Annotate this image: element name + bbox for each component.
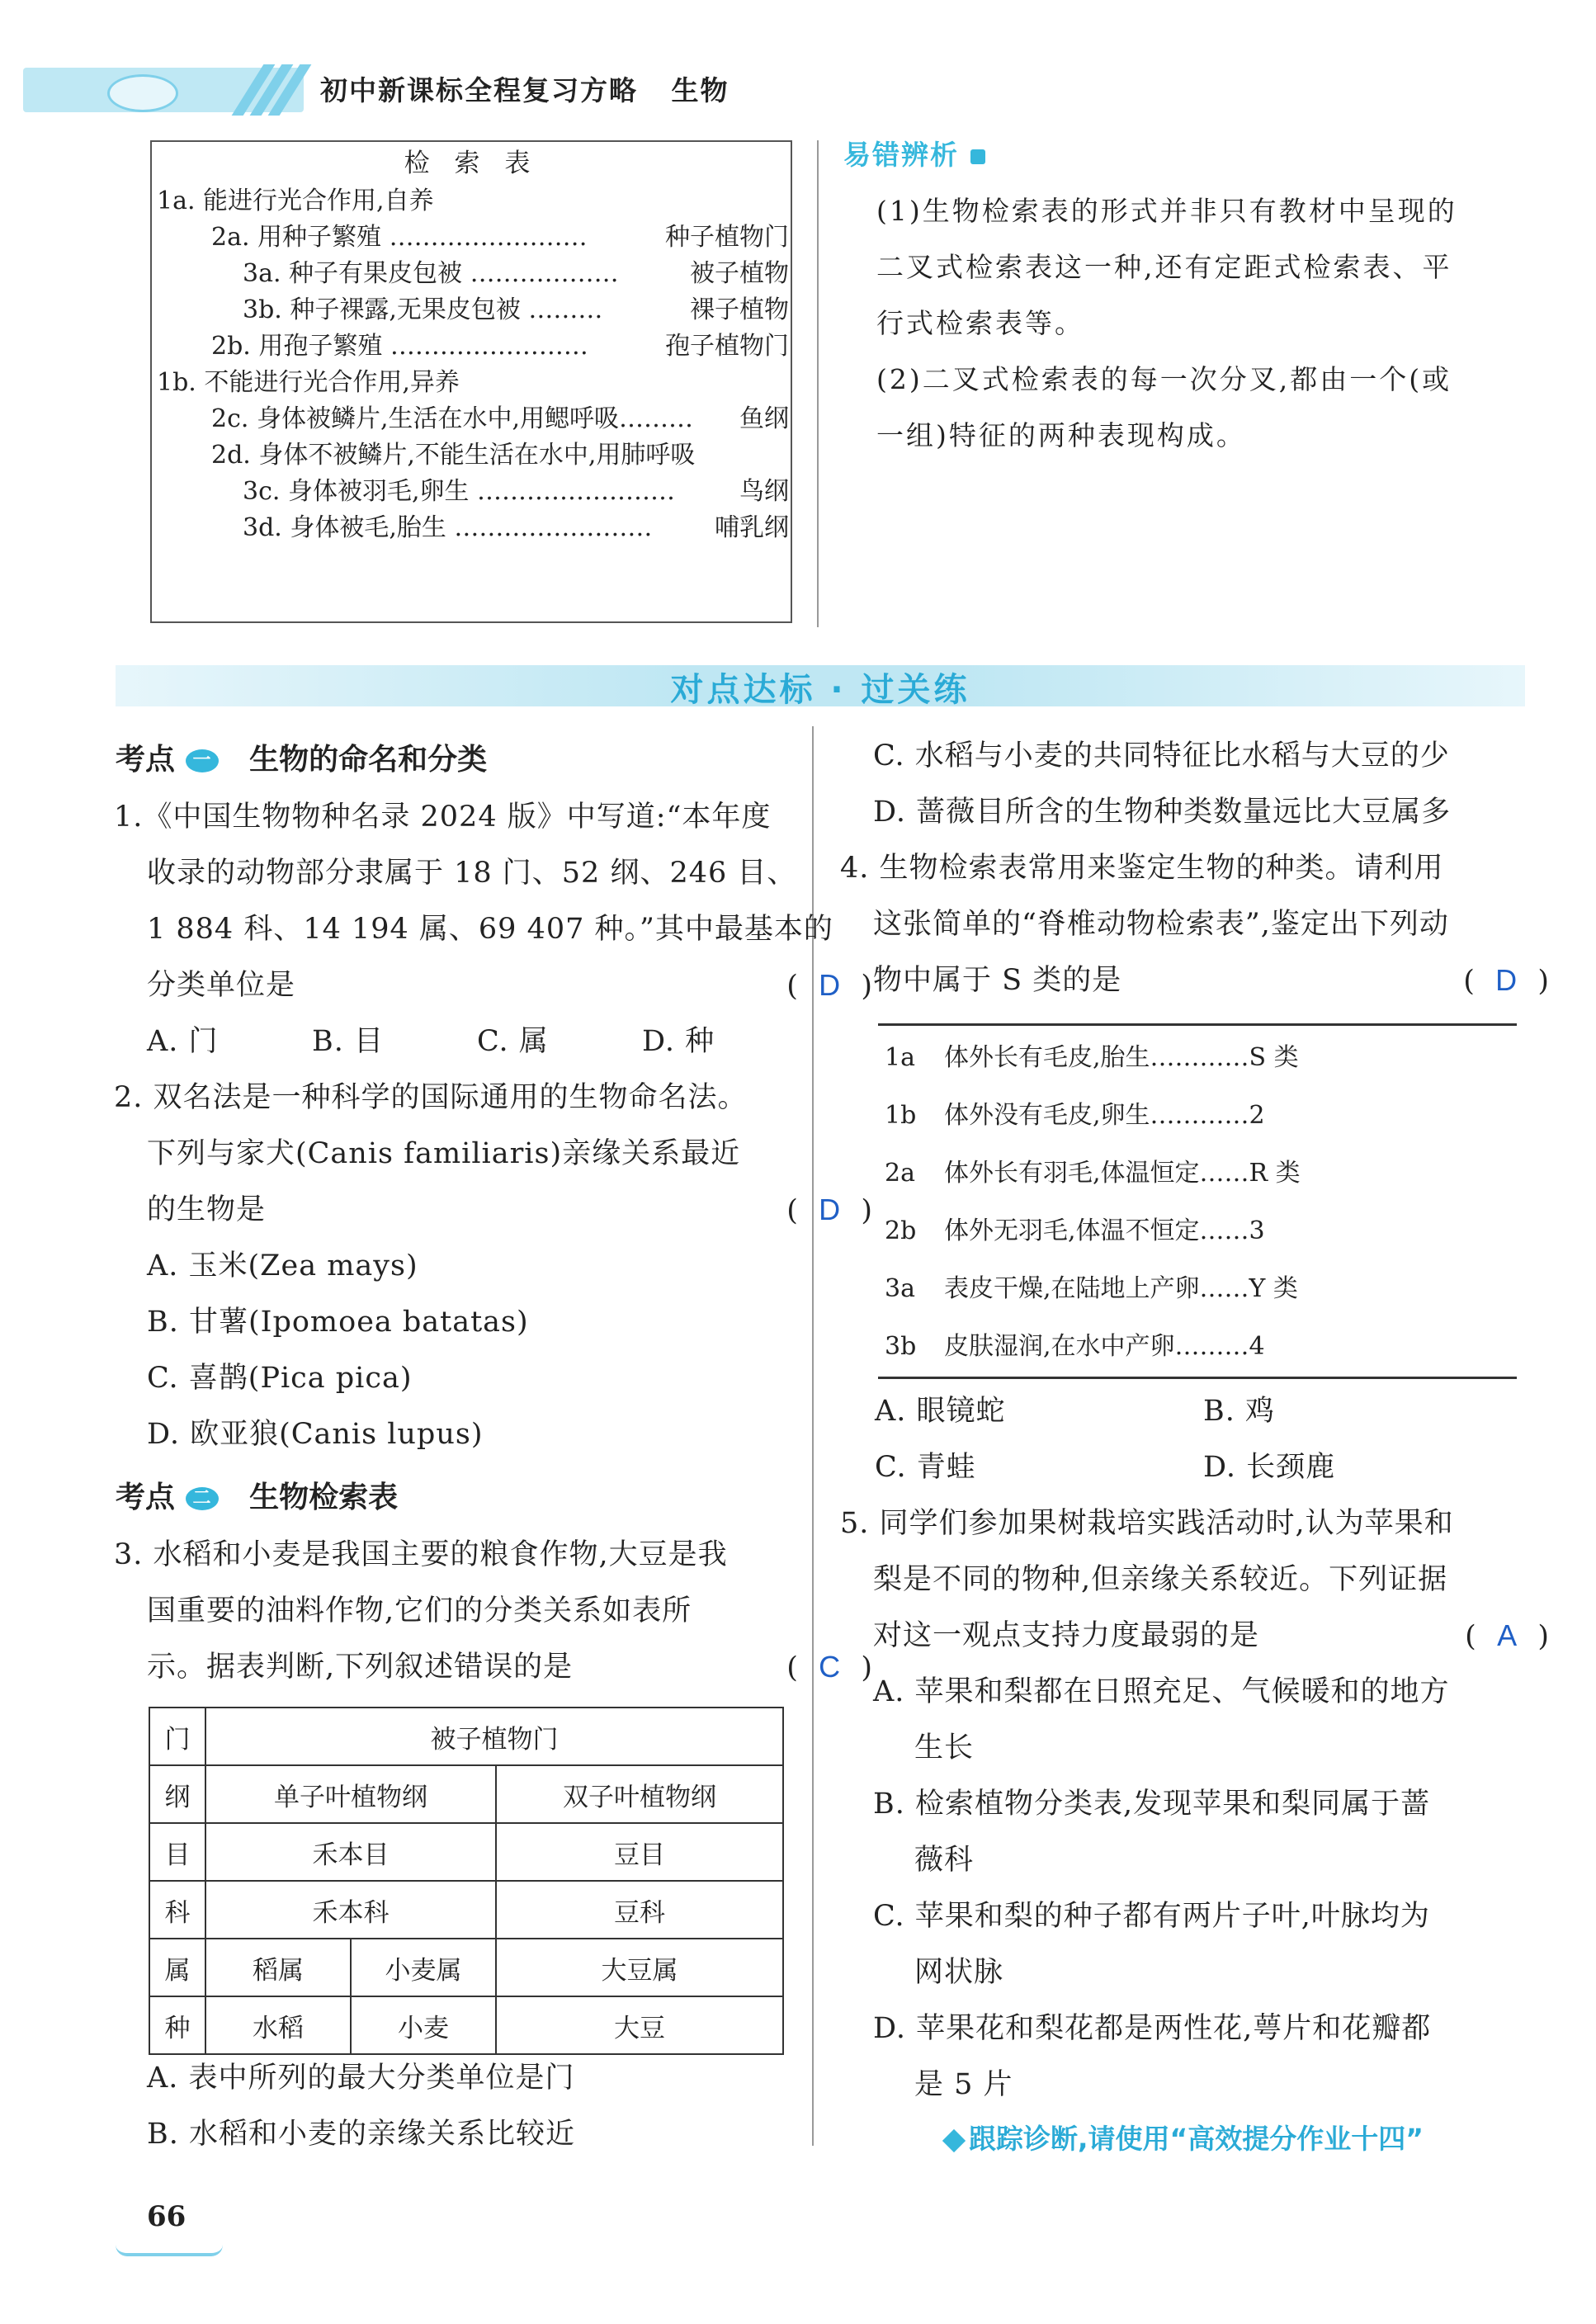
error-analysis-p2: (2)二叉式检索表的每一次分叉,都由一个(或 一组)特征的两种表现构成。: [876, 363, 1452, 451]
page-number: 66: [147, 2200, 187, 2233]
vkey-row: 1a 体外长有毛皮,胎生…………S 类: [885, 1043, 1299, 1072]
vkey-row: 3b 皮肤湿润,在水中产卵………4: [885, 1332, 1265, 1361]
play-icon: [970, 149, 985, 164]
key-table-title: 检 索 表: [404, 149, 539, 178]
subject-title: 生物: [671, 74, 730, 106]
q2-option: D. 欧亚狼(Canis lupus): [147, 1418, 484, 1451]
q3: 3. 水稻和小麦是我国主要的粮食作物,大豆是我 国重要的油料作物,它们的分类关系如表所 示。据表判断,下列叙述错误的是 ( C ): [114, 1538, 873, 1684]
q5: 5. 同学们参加果树栽培实践活动时,认为苹果和 梨是不同的物种,但亲缘关系较近。下列证据 对这一观点支持力度最弱的是 ( A ) A. 苹果和梨都在日照充足、气候暖和的地方 生长 B. 检索植物分类表,发现苹果和梨同属于蔷 薇科 C. 苹果和梨的种子都有两片子叶,叶脉均为 网状脉 D. 苹果花和梨花都是两性花,萼片和花瓣都 是 5 片: [840, 1507, 1550, 2101]
q3-answer: C: [819, 1650, 842, 1684]
q1-option: C. 属: [477, 1025, 549, 1058]
column-divider: [817, 140, 819, 627]
key-row: 3d. 身体被毛,胎生 …………………… 哺乳纲: [243, 513, 789, 542]
key-row: 2d. 身体不被鳞片,不能生活在水中,用肺呼吸: [211, 441, 696, 470]
kp1-heading: 考点 一 生物的命名和分类: [116, 743, 488, 777]
vkey-row: 1b 体外没有毛皮,卵生…………2: [885, 1101, 1265, 1130]
header-logo-icon: [107, 74, 178, 112]
q3-options-ab: [147, 2050, 575, 2162]
q4-option: A. 眼镜蛇: [875, 1395, 1006, 1428]
q1-answer: D: [819, 968, 842, 1002]
q2: 2. 双名法是一种科学的国际通用的生物命名法。 下列与家犬(Canis familiaris)亲缘关系最近 的生物是 ( D ) A. 玉米(Zea mays) B. 甘薯(Ipomoea batatas) C. 喜鹊(Pica pica) D. 欧亚狼(Canis lupus): [114, 1070, 873, 1462]
page-header: [320, 69, 729, 108]
q1: 1.《中国生物物种名录 2024 版》中写道:“本年度 收录的动物部分隶属于 18 门、52 纲、246 目、 1 884 科、14 194 属、69 407 种。”其中最基本的 分类单位是 ( D ) A. 门 B. 目 C. 属 D. 种: [114, 789, 873, 1070]
kp1-number-badge: 一: [186, 749, 219, 772]
q4-option: D. 长颈鹿: [1203, 1451, 1336, 1484]
vkey-row: 2b 体外无羽毛,体温不恒定……3: [885, 1216, 1265, 1245]
q3-option: C. 水稻与小麦的共同特征比水稻与大豆的少: [873, 739, 1450, 772]
q5-answer: A: [1497, 1618, 1518, 1652]
q3-option: B. 水稻和小麦的亲缘关系比较近: [147, 2118, 575, 2151]
key-top-rule: [878, 1023, 1517, 1026]
q4-options: [875, 1383, 1335, 1495]
q3-options-cd: [873, 728, 1451, 840]
key-row: 3a. 种子有果皮包被 ……………… 被子植物: [243, 259, 789, 288]
vkey-row: 3a 表皮干燥,在陆地上产卵……Y 类: [885, 1274, 1298, 1303]
kp2-number-badge: 二: [186, 1487, 219, 1510]
q2-answer: D: [819, 1193, 842, 1226]
book-icon: [116, 2245, 223, 2256]
q2-option: B. 甘薯(Ipomoea batatas): [147, 1306, 529, 1339]
q3-option: A. 表中所列的最大分类单位是门: [147, 2062, 575, 2095]
section-banner-title: 对点达标 · 过关练: [670, 671, 970, 709]
key-row: 1a. 能进行光合作用,自养: [157, 187, 434, 215]
q4-option: C. 青蛙: [875, 1451, 976, 1484]
kp2-heading: 考点 二 生物检索表: [116, 1481, 399, 1514]
q4-answer: D: [1495, 963, 1518, 997]
q1-option: D. 种: [642, 1025, 715, 1058]
q4: 4. 生物检索表常用来鉴定生物的种类。请利用 这张简单的“脊椎动物检索表”,鉴定出下列动 物中属于 S 类的是 ( D ): [840, 852, 1550, 998]
q2-option: A. 玉米(Zea mays): [147, 1249, 418, 1282]
q2-option: C. 喜鹊(Pica pica): [147, 1362, 413, 1395]
q5-option: D. 苹果花和梨花都是两性花,萼片和花瓣都: [873, 2012, 1432, 2045]
key-table-rows: [153, 183, 789, 546]
classification-table: 门 被子植物门 纲 单子叶植物纲 双子叶植物纲 目 禾本目 豆目 科 禾本科 豆科 属 稻属 小麦属 大豆属 种 水稻 小麦 大豆: [149, 1707, 784, 2055]
key-bottom-rule: [878, 1377, 1517, 1379]
key-row: 3b. 种子裸露,无果皮包被 ……… 裸子植物: [243, 295, 789, 324]
q1-option: A. 门: [147, 1025, 219, 1058]
error-analysis-p1: (1)生物检索表的形式并非只有教材中呈现的 二叉式检索表这一种,还有定距式检索表、平 行式检索表等。: [876, 195, 1457, 339]
vertebrate-key: [885, 1029, 1301, 1376]
vkey-row: 2a 体外长有羽毛,体温恒定……R 类: [885, 1159, 1301, 1188]
q5-option: A. 苹果和梨都在日照充足、气候暖和的地方: [873, 1675, 1450, 1708]
key-row: 2a. 用种子繁殖 …………………… 种子植物门: [211, 223, 789, 252]
q1-option: B. 目: [312, 1025, 384, 1058]
q3-option: D. 蔷薇目所含的生物种类数量远比大豆属多: [873, 796, 1452, 829]
book-title: 初中新课标全程复习方略: [320, 74, 638, 106]
key-row: 1b. 不能进行光合作用,异养: [157, 368, 460, 397]
key-row: 2b. 用孢子繁殖 …………………… 孢子植物门: [211, 332, 789, 361]
key-row: 3c. 身体被羽毛,卵生 …………………… 鸟纲: [243, 477, 789, 506]
key-row: 2c. 身体被鳞片,生活在水中,用鳃呼吸……… 鱼纲: [211, 404, 789, 433]
error-analysis-title: 易错辨析: [843, 134, 985, 172]
diamond-icon: [942, 2128, 966, 2152]
footer-note: 跟踪诊断,请使用“高效提分作业十四”: [946, 2118, 1424, 2156]
q5-option: B. 检索植物分类表,发现苹果和梨同属于蔷: [873, 1788, 1431, 1821]
q4-option: B. 鸡: [1203, 1395, 1275, 1428]
q5-option: C. 苹果和梨的种子都有两片子叶,叶脉均为: [873, 1900, 1430, 1933]
